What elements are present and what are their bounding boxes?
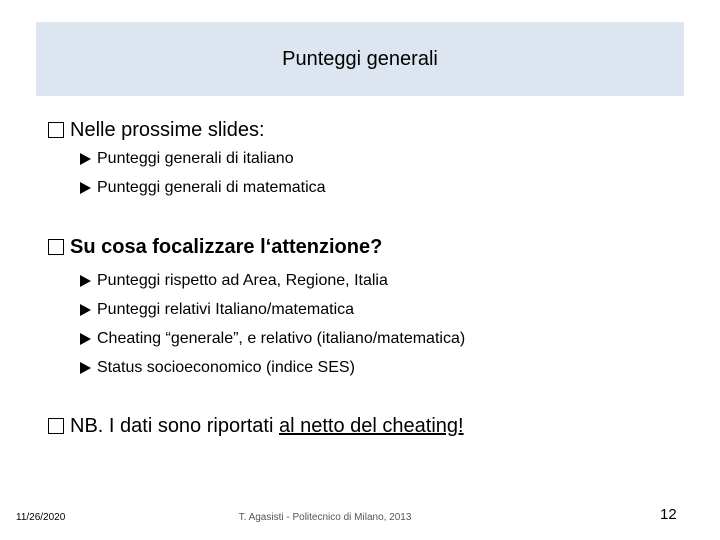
note-prefix: NB. I dati sono riportati (70, 415, 279, 437)
list-item (80, 353, 465, 382)
title-bar (36, 22, 684, 96)
list-item (80, 144, 326, 173)
section-2-label: Su cosa focalizzare l‘attenzione? (70, 236, 383, 258)
checkbox-bullet-icon (48, 122, 64, 138)
list-item (80, 324, 465, 353)
triangle-bullet-icon (80, 333, 91, 345)
list-item-text: Punteggi relativi Italiano/matematica (97, 301, 355, 318)
triangle-bullet-icon (80, 182, 91, 194)
triangle-bullet-icon (80, 153, 91, 165)
section-1-heading (48, 118, 265, 142)
triangle-bullet-icon (80, 304, 91, 316)
list-item (80, 173, 326, 202)
note-underlined: al netto del cheating! (278, 415, 464, 437)
triangle-bullet-icon (80, 275, 91, 287)
section-2 (48, 235, 382, 259)
list-item-text: Punteggi rispetto ad Area, Regione, Italia (97, 272, 388, 289)
note-row (48, 414, 464, 438)
page-number: 12 (660, 506, 677, 523)
list-item-text: Cheating “generale”, e relativo (italiano/matematica) (97, 330, 466, 347)
triangle-bullet-icon (80, 362, 91, 374)
list-item-text: Punteggi generali di italiano (97, 150, 294, 167)
note (48, 414, 464, 438)
list-item (80, 266, 465, 295)
checkbox-bullet-icon (48, 239, 64, 255)
list-item-text: Punteggi generali di matematica (97, 179, 326, 196)
checkbox-bullet-icon (48, 418, 64, 434)
slide-title: Punteggi generali (282, 48, 438, 70)
footer-date: 11/26/2020 (16, 512, 66, 523)
section-1-list (80, 144, 326, 202)
list-item-text: Status socioeconomico (indice SES) (97, 359, 355, 376)
section-1 (48, 118, 265, 142)
section-1-label: Nelle prossime slides: (70, 119, 265, 141)
section-2-list (80, 266, 465, 382)
section-2-heading (48, 235, 382, 259)
list-item (80, 295, 465, 324)
footer-author: T. Agasisti - Politecnico di Milano, 2013 (238, 512, 412, 523)
